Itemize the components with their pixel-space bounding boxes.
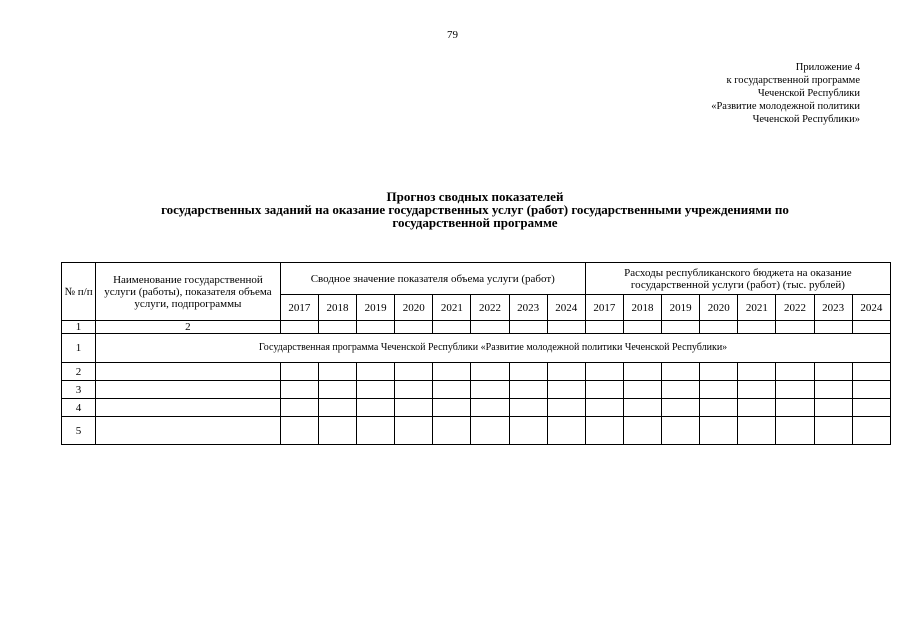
table-row bbox=[62, 363, 891, 381]
program-row-number: 1 bbox=[62, 334, 96, 363]
year-header: 2022 bbox=[471, 295, 509, 321]
header-volume-group: Сводное значение показателя объема услуги (работ) bbox=[280, 263, 585, 295]
row-number: 4 bbox=[62, 399, 96, 417]
page-number: 79 bbox=[447, 29, 458, 41]
table-row bbox=[62, 417, 891, 445]
numbering-cell: 2 bbox=[96, 321, 281, 334]
header-name: Наименование государственной услуги (работы), показателя объема услуги, подпрограммы bbox=[96, 263, 281, 321]
year-header: 2018 bbox=[318, 295, 356, 321]
appendix-block bbox=[711, 61, 860, 126]
year-header: 2024 bbox=[852, 295, 890, 321]
title-line: государственной программе bbox=[392, 215, 558, 230]
numbering-cell: 1 bbox=[62, 321, 96, 334]
year-header: 2018 bbox=[623, 295, 661, 321]
appendix-line: Чеченской Республики bbox=[757, 88, 860, 99]
header-row bbox=[62, 263, 891, 295]
year-header: 2022 bbox=[776, 295, 814, 321]
table-row bbox=[62, 399, 891, 417]
header-budget-group: Расходы республиканского бюджета на оказание государственной услуги (работ) (тыс. рублей) bbox=[585, 263, 890, 295]
header-number: № п/п bbox=[62, 263, 96, 321]
table-row bbox=[62, 381, 891, 399]
year-header: 2020 bbox=[395, 295, 433, 321]
row-number: 3 bbox=[62, 381, 96, 399]
appendix-line: Чеченской Республики» bbox=[752, 114, 860, 125]
appendix-line: к государственной программе bbox=[726, 75, 860, 86]
title-line: государственных заданий на оказание государственных услуг (работ) государственными учреждениями по bbox=[161, 202, 789, 217]
program-row bbox=[62, 334, 891, 363]
document-title bbox=[60, 190, 890, 229]
year-header: 2021 bbox=[433, 295, 471, 321]
year-header: 2019 bbox=[662, 295, 700, 321]
year-header: 2023 bbox=[509, 295, 547, 321]
year-header: 2023 bbox=[814, 295, 852, 321]
year-header: 2017 bbox=[280, 295, 318, 321]
forecast-table bbox=[61, 262, 891, 445]
row-number: 5 bbox=[62, 417, 96, 445]
year-header: 2020 bbox=[700, 295, 738, 321]
program-title: Государственная программа Чеченской Республики «Развитие молодежной политики Чеченской Республики» bbox=[96, 334, 891, 363]
numbering-row bbox=[62, 321, 891, 334]
year-header: 2024 bbox=[547, 295, 585, 321]
title-line: Прогноз сводных показателей bbox=[386, 189, 564, 204]
row-number: 2 bbox=[62, 363, 96, 381]
appendix-line: «Развитие молодежной политики bbox=[711, 101, 860, 112]
year-header: 2017 bbox=[585, 295, 623, 321]
appendix-line: Приложение 4 bbox=[795, 62, 860, 73]
year-header: 2021 bbox=[738, 295, 776, 321]
year-header: 2019 bbox=[357, 295, 395, 321]
